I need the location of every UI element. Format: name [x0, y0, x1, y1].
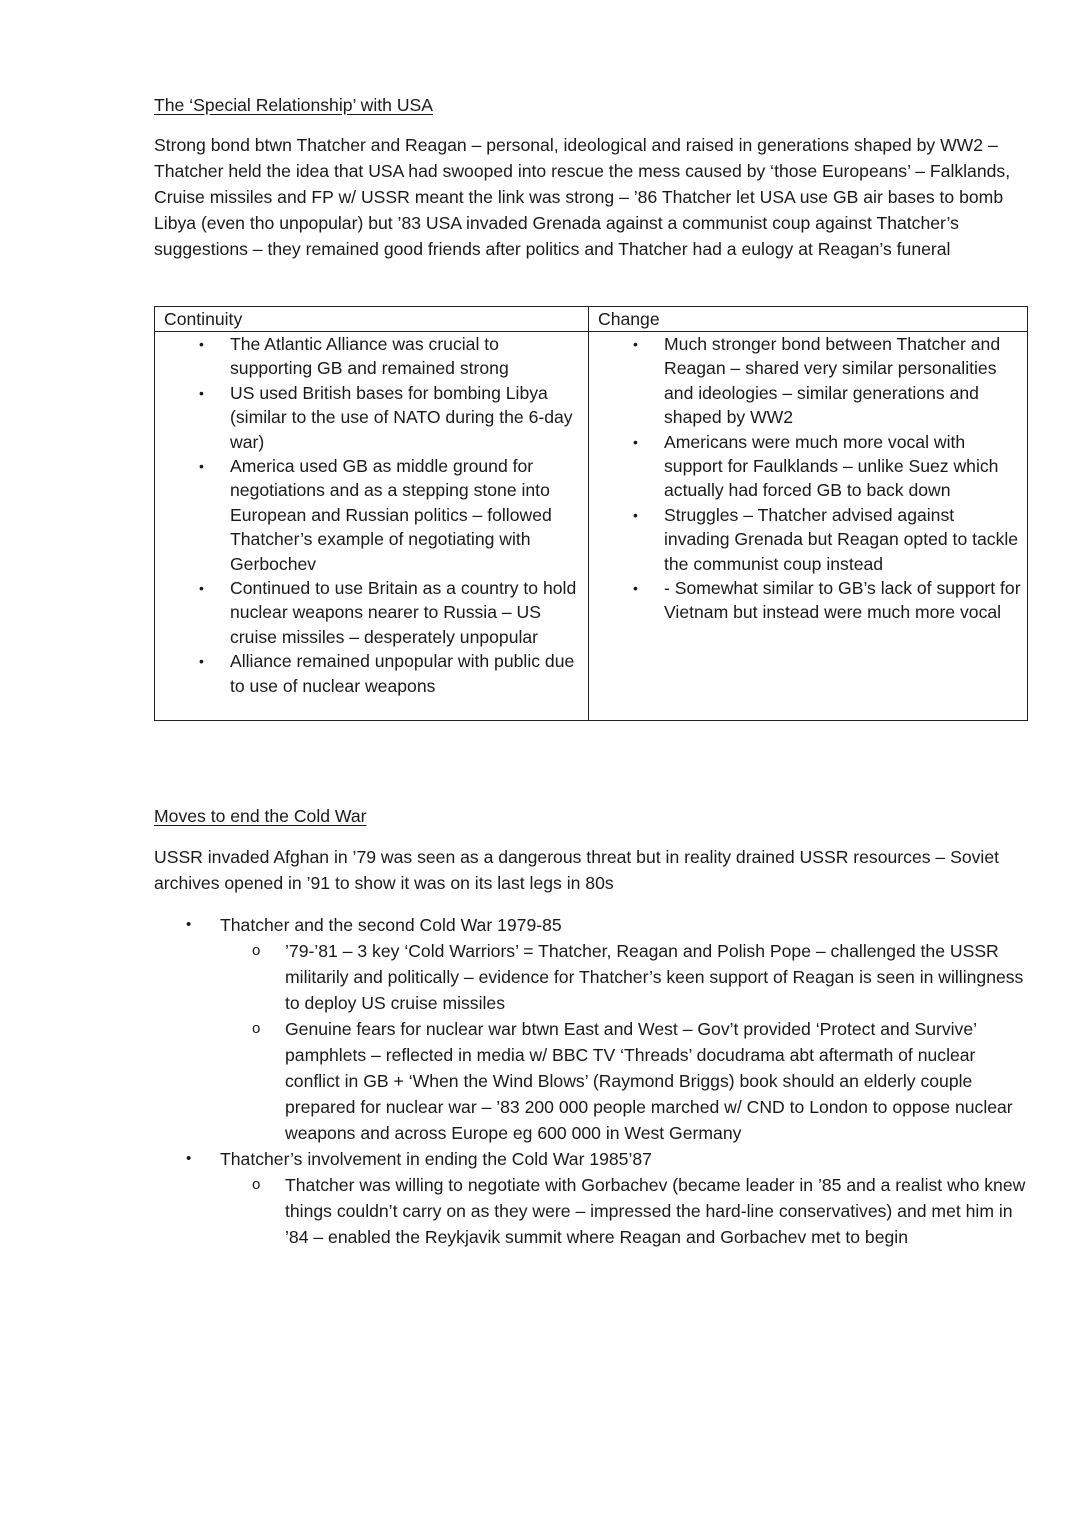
sub-list — [220, 1172, 1030, 1250]
table-body-row — [155, 332, 1028, 721]
bullet-icon: • — [199, 384, 204, 401]
section-heading-cold-war: Moves to end the Cold War — [154, 806, 367, 826]
list-item — [199, 649, 582, 698]
continuity-cell — [155, 332, 589, 721]
sub-list-item — [220, 1172, 1030, 1250]
list-item — [199, 381, 582, 454]
list-item — [633, 430, 1021, 503]
circle-bullet-icon: o — [252, 1020, 261, 1037]
list-item-text: US used British bases for bombing Libya (similar to the use of NATO during the 6-day war) — [230, 382, 573, 452]
bullet-icon: • — [186, 1150, 192, 1167]
list-item — [154, 912, 1030, 1146]
bullet-icon: • — [633, 580, 638, 597]
list-item-text: Continued to use Britain as a country to hold nuclear weapons nearer to Russia – US cruise missiles – desperately unpopular — [230, 578, 577, 647]
sub-list — [220, 938, 1030, 1146]
section-heading-special-relationship: The ‘Special Relationship’ with USA — [154, 95, 434, 115]
continuity-list — [164, 332, 582, 698]
bullet-icon: • — [186, 916, 192, 933]
list-item — [199, 576, 582, 649]
list-item — [633, 576, 1021, 625]
change-list — [598, 332, 1021, 625]
list-item-text: Struggles – Thatcher advised against invading Grenada but Reagan opted to tackle the communist coup instead — [664, 504, 1019, 574]
circle-bullet-icon: o — [252, 1176, 261, 1193]
continuity-change-table — [154, 306, 1028, 721]
bullet-icon: • — [633, 433, 638, 450]
bullet-icon: • — [199, 336, 204, 352]
sub-list-item — [220, 938, 1030, 1016]
table-header-row — [155, 307, 1028, 332]
sub-list-item-text: Thatcher was willing to negotiate with Gorbachev (became leader in ’85 and a realist who knew things couldn’t carry on as they were – impressed the hard-line conservatives) and met him in ’84 – enabled the Reykjavik summit where Reagan and Gorbachev met to begin — [285, 1175, 1026, 1247]
section-paragraph-special-relationship: Strong bond btwn Thatcher and Reagan – personal, ideological and raised in generations shaped by WW2 – Thatcher held the idea that USA had swooped into rescue the mess caused by ‘those Europeans’ – Falklands, Cruise missiles and FP w/ USSR meant the link was strong – ’86 Thatcher let USA use GB air bases to bomb Libya (even tho unpopular) but ’83 USA invaded Grenada against a communist coup against Thatcher’s suggestions – they remained good friends after politics and Thatcher had a eulogy at Reagan’s funeral — [154, 135, 1011, 259]
list-item-text: America used GB as middle ground for negotiations and as a stepping stone into European and Russian politics – followed Thatcher’s example of negotiating with Gerbochev — [230, 456, 552, 574]
bullet-icon: • — [199, 653, 204, 670]
list-item — [633, 332, 1021, 430]
circle-bullet-icon: o — [252, 942, 261, 959]
sub-list-item-text: Genuine fears for nuclear war btwn East and West – Gov’t provided ‘Protect and Survive’ pamphlets – reflected in media w/ BBC TV ‘Threads’ docudrama abt aftermath of nuclear conflict in GB + ‘When the Wind Blows’ (Raymond Briggs) book should an elderly couple prepared for nuclear war – ’83 200 000 people marched w/ CND to London to oppose nuclear weapons and across Europe eg 600 000 in West Germany — [285, 1019, 1013, 1143]
list-item-text: Americans were much more vocal with support for Faulklands – unlike Suez which actually had forced GB to back down — [664, 431, 999, 501]
list-item-text: Alliance remained unpopular with public due to use of nuclear weapons — [230, 651, 575, 696]
list-item — [633, 503, 1021, 576]
bullet-icon: • — [199, 458, 204, 475]
bullet-icon: • — [633, 336, 638, 352]
table-header-continuity: Continuity — [155, 307, 589, 332]
list-item-title: Thatcher’s involvement in ending the Cold War 1985’87 — [220, 1149, 652, 1169]
sub-list-item — [220, 1016, 1030, 1146]
bullet-icon: • — [199, 580, 204, 597]
section-paragraph-cold-war: USSR invaded Afghan in ’79 was seen as a dangerous threat but in reality drained USSR resources – Soviet archives opened in ’91 to show it was on its last legs in 80s — [154, 847, 999, 893]
list-item-text: The Atlantic Alliance was crucial to supporting GB and remained strong — [230, 334, 509, 379]
list-item-text: Much stronger bond between Thatcher and Reagan – shared very similar personalities and ideologies – similar generations and shaped by WW2 — [664, 334, 1001, 428]
list-item — [199, 454, 582, 576]
table-header-change: Change — [589, 307, 1028, 332]
sub-list-item-text: ’79-’81 – 3 key ‘Cold Warriors’ = Thatcher, Reagan and Polish Pope – challenged the USSR militarily and politically – evidence for Thatcher’s keen support of Reagan is seen in willingness to deploy US cruise missiles — [285, 941, 1024, 1013]
list-item — [154, 1146, 1030, 1250]
change-cell — [589, 332, 1028, 721]
list-item-title: Thatcher and the second Cold War 1979-85 — [220, 915, 562, 935]
bullet-icon: • — [633, 506, 638, 523]
list-item-text: - Somewhat similar to GB’s lack of support for Vietnam but instead were much more vocal — [664, 578, 1021, 623]
cold-war-list — [154, 912, 1030, 1250]
list-item — [199, 332, 582, 381]
